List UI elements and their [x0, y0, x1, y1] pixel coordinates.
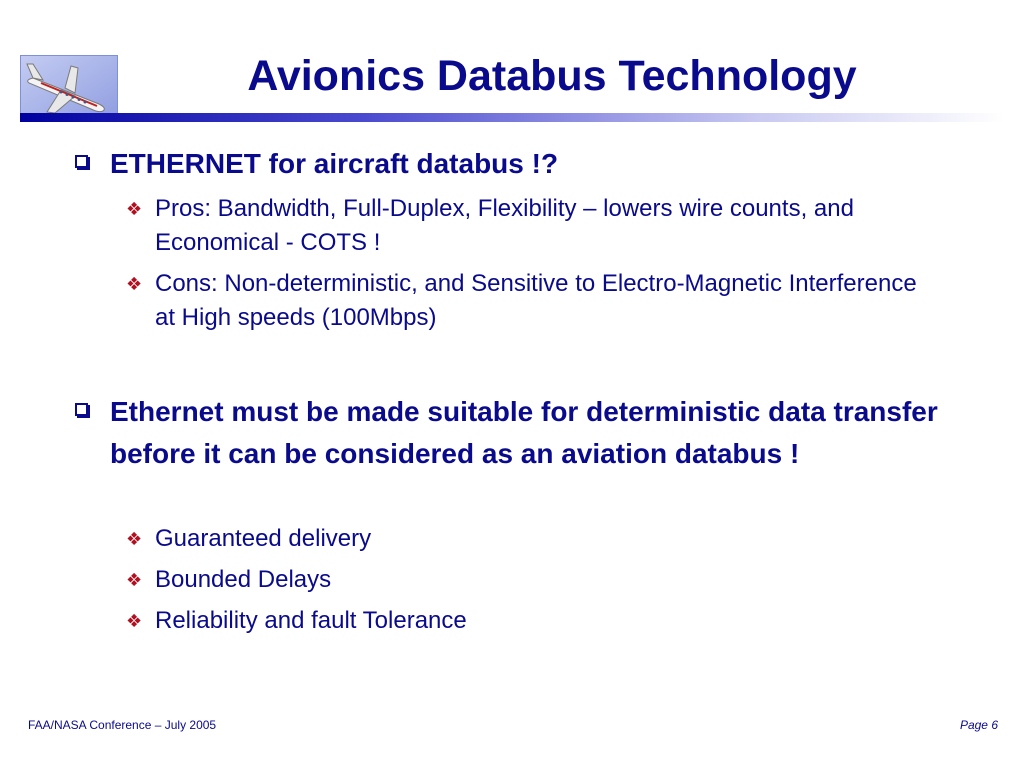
diamond-bullet-icon: ❖ [126, 199, 143, 219]
square-bullet-icon [75, 155, 88, 168]
diamond-bullet-icon: ❖ [126, 529, 143, 549]
diamond-bullet-icon: ❖ [126, 570, 143, 590]
slide-title: Avionics Databus Technology [247, 52, 857, 100]
sub-bullet-text: Guaranteed delivery [155, 525, 372, 552]
sub-bullet-delays [126, 563, 926, 597]
diamond-bullet-icon: ❖ [126, 611, 143, 631]
sub-bullet-delivery [126, 522, 926, 556]
sub-bullet-text: Cons: Non-deterministic, and Sensitive to Electro-Magnetic Interference at High speeds (100Mbps) [155, 270, 917, 331]
footer-conference: FAA/NASA Conference – July 2005 [28, 718, 217, 732]
sub-bullet-text: Pros: Bandwidth, Full-Duplex, Flexibility – lowers wire counts, and Economical - COTS ! [155, 195, 854, 256]
sub-bullet-cons [126, 267, 926, 335]
sub-bullet-pros [126, 192, 926, 260]
main-bullet-1 [75, 143, 955, 185]
airplane-logo [20, 55, 118, 122]
sub-bullet-text: Reliability and fault Tolerance [155, 607, 467, 634]
footer-page-number: Page 6 [959, 718, 998, 732]
airplane-icon [21, 56, 117, 121]
sub-bullet-text: Bounded Delays [155, 566, 332, 593]
main-bullet-2 [75, 391, 955, 475]
sub-bullet-reliability [126, 604, 926, 638]
main-bullet-text: Ethernet must be made suitable for deterministic data transfer before it can be considered as an aviation databus ! [110, 396, 938, 469]
square-bullet-icon [75, 403, 88, 416]
title-divider [20, 113, 1004, 122]
main-bullet-text: ETHERNET for aircraft databus !? [110, 148, 559, 179]
diamond-bullet-icon: ❖ [126, 274, 143, 294]
